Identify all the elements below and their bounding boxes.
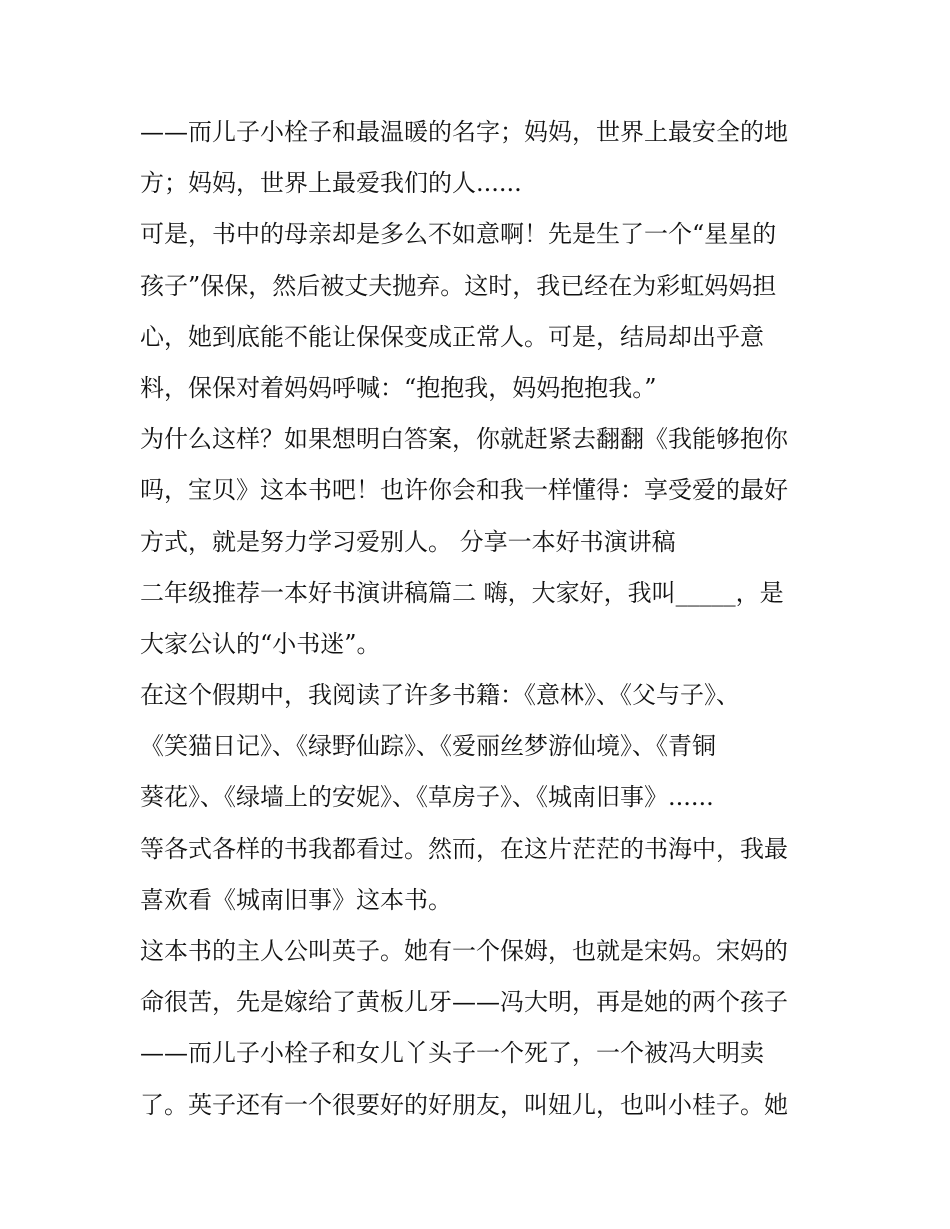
text-line-13: 《笑猫日记》、《绿野仙踪》、《爱丽丝梦游仙境》、《青铜 [140,732,716,761]
text-line-14: 葵花》、《绿墙上的安妮》、《草房子》、《城南旧事》...... [140,783,714,812]
text-line-18: 命很苦，先是嫁给了黄板儿牙——冯大明，再是她的两个孩子 [140,988,788,1017]
text-line-11: 大家公认的“小书迷”。 [140,629,381,658]
text-line-5: 心，她到底能不能让保保变成正常人。可是，结局却出乎意 [140,322,764,351]
text-line-4: 孩子”保保，然后被丈夫抛弃。这时，我已经在为彩虹妈妈担 [140,271,777,300]
text-line-19: ——而儿子小栓子和女儿丫头子一个死了，一个被冯大明卖 [140,1039,764,1068]
text-line-3: 可是，书中的母亲却是多么不如意啊！先是生了一个“星星的 [140,220,777,249]
text-line-17: 这本书的主人公叫英子。她有一个保姆，也就是宋妈。宋妈的 [140,937,788,965]
text-line-16: 喜欢看《城南旧事》这本书。 [140,885,452,914]
text-line-8: 吗，宝贝》这本书吧！也许你会和我一样懂得：享受爱的最好 [140,476,788,505]
text-line-15: 等各式各样的书我都看过。然而，在这片茫茫的书海中，我最 [140,834,788,863]
text-line-7: 为什么这样？如果想明白答案，你就赶紧去翻翻《我能够抱你 [140,425,788,454]
body-text [140,107,820,1131]
text-line-2: 方；妈妈，世界上最爱我们的人...... [140,169,522,198]
text-line-12: 在这个假期中，我阅读了许多书籍：《意林》、《父与子》、 [140,681,740,710]
text-line-20: 了。英子还有一个很要好的好朋友，叫妞儿，也叫小桂子。她 [140,1090,788,1119]
text-line-10: 二年级推荐一本好书演讲稿篇二 嗨，大家好，我叫_____，是 [140,578,784,607]
text-line-9: 方式，就是努力学习爱别人。 分享一本好书演讲稿 [140,527,676,556]
text-line-1: ——而儿子小栓子和最温暖的名字；妈妈，世界上最安全的地 [140,118,788,146]
text-line-6: 料，保保对着妈妈呼喊：“抱抱我，妈妈抱抱我。” [140,373,657,402]
